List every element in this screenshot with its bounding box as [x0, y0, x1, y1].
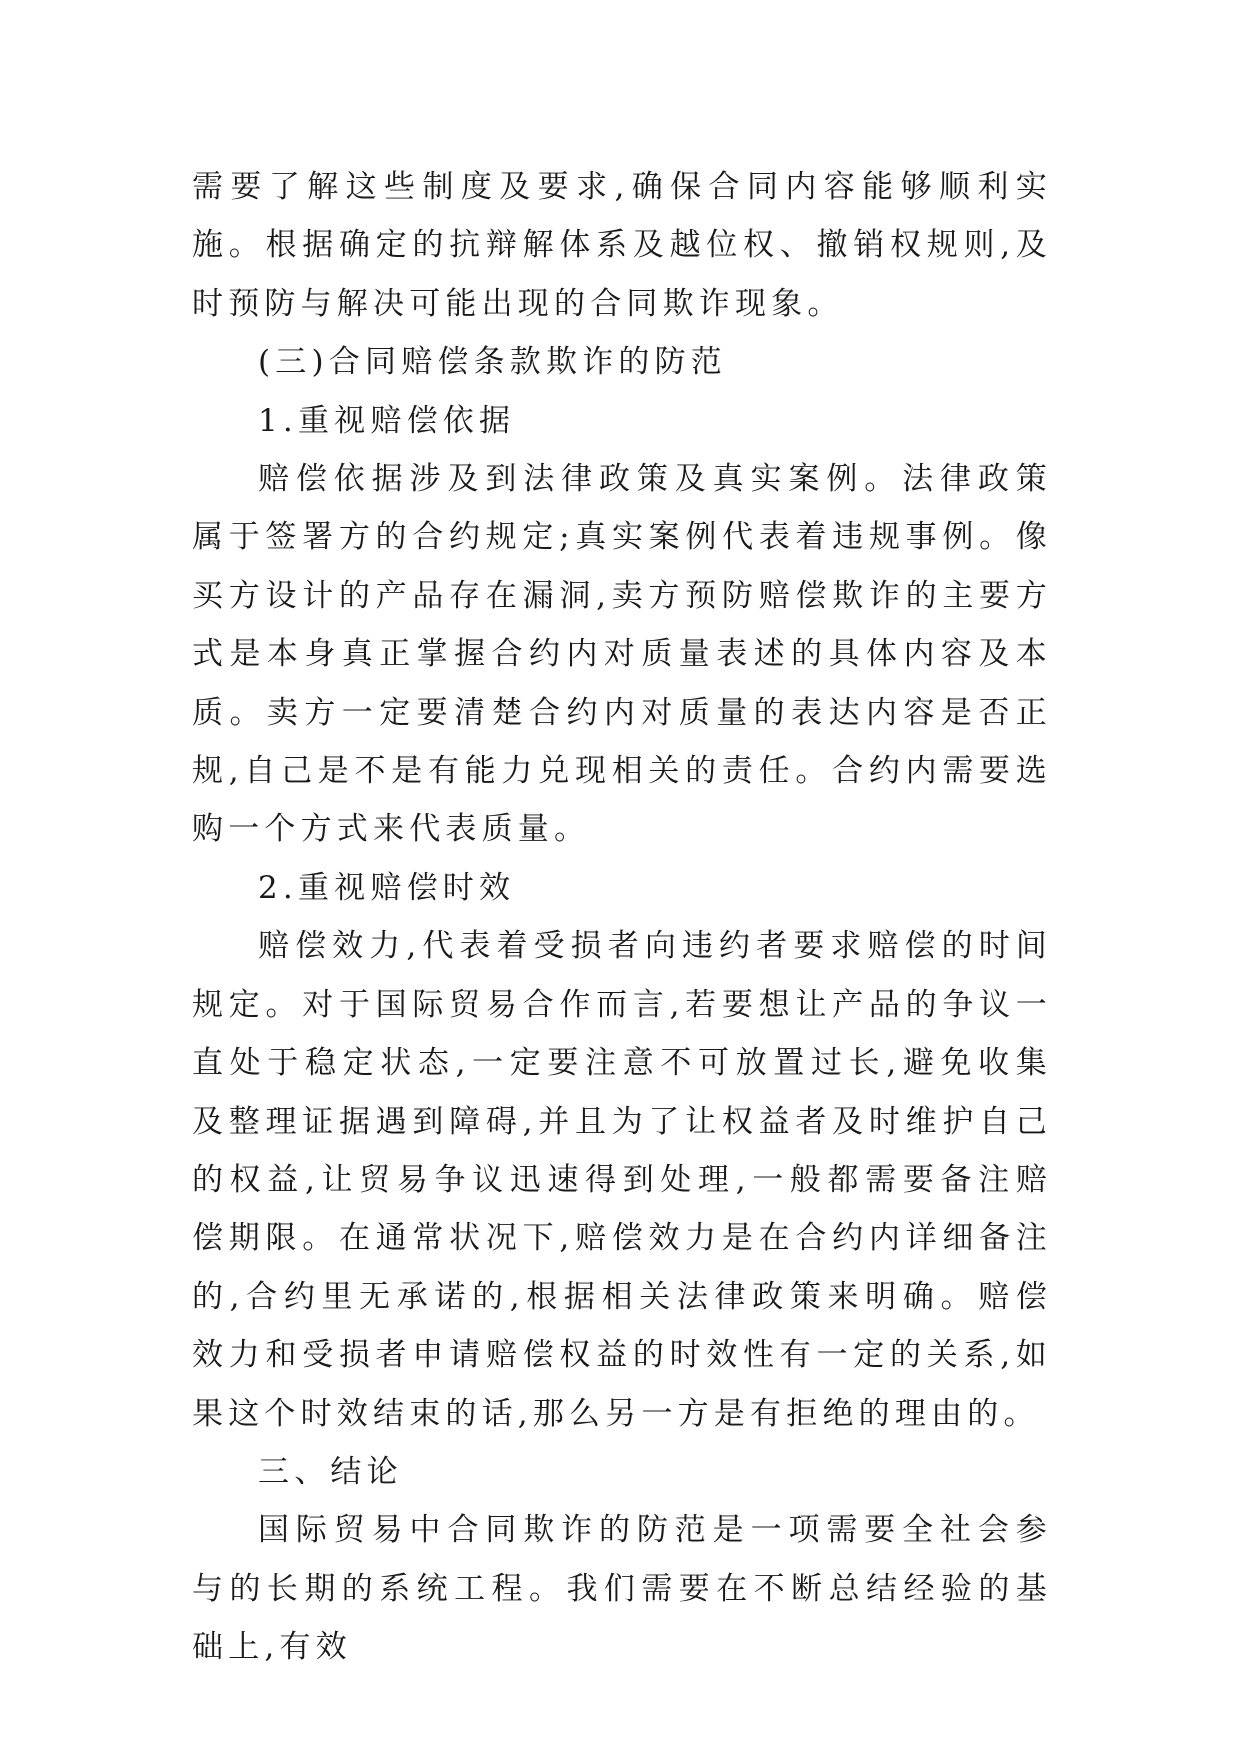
subheading-compensation-basis: 1.重视赔偿依据	[258, 402, 516, 439]
subheading-compensation-time-limit: 2.重视赔偿时效	[258, 869, 516, 906]
document-page	[192, 158, 1052, 1677]
paragraph-compensation-time-limit: 赔偿效力,代表着受损者向违约者要求赔偿的时间规定。对于国际贸易合作而言,若要想让产品的争议一直处于稳定状态,一定要注意不可放置过长,避免收集及整理证据遇到障碍,并且为了让权益者及时维护自己的权益,让贸易争议迅速得到处理,一般都需要备注赔偿期限。在通常状况下,赔偿效力是在合约内详细备注的,合约里无承诺的,根据相关法律政策来明确。赔偿效力和受损者申请赔偿权益的时效性有一定的关系,如果这个时效结束的话,那么另一方是有拒绝的理由的。	[192, 928, 1052, 1432]
section-heading-conclusion: 三、结论	[258, 1453, 403, 1490]
section-heading-compensation-fraud: (三)合同赔偿条款欺诈的防范	[258, 344, 727, 381]
paragraph-continuation: 需要了解这些制度及要求,确保合同内容能够顺利实施。根据确定的抗辩解体系及越位权、撤销权规则,及时预防与解决可能出现的合同欺诈现象。	[192, 169, 1052, 322]
paragraph-conclusion: 国际贸易中合同欺诈的防范是一项需要全社会参与的长期的系统工程。我们需要在不断总结经验的基础上,有效	[192, 1512, 1052, 1666]
paragraph-compensation-basis: 赔偿依据涉及到法律政策及真实案例。法律政策属于签署方的合约规定;真实案例代表着违规事例。像买方设计的产品存在漏洞,卖方预防赔偿欺诈的主要方式是本身真正掌握合约内对质量表述的具体内容及本质。卖方一定要清楚合约内对质量的表达内容是否正规,自己是不是有能力兑现相关的责任。合约内需要选购一个方式来代表质量。	[192, 461, 1052, 848]
